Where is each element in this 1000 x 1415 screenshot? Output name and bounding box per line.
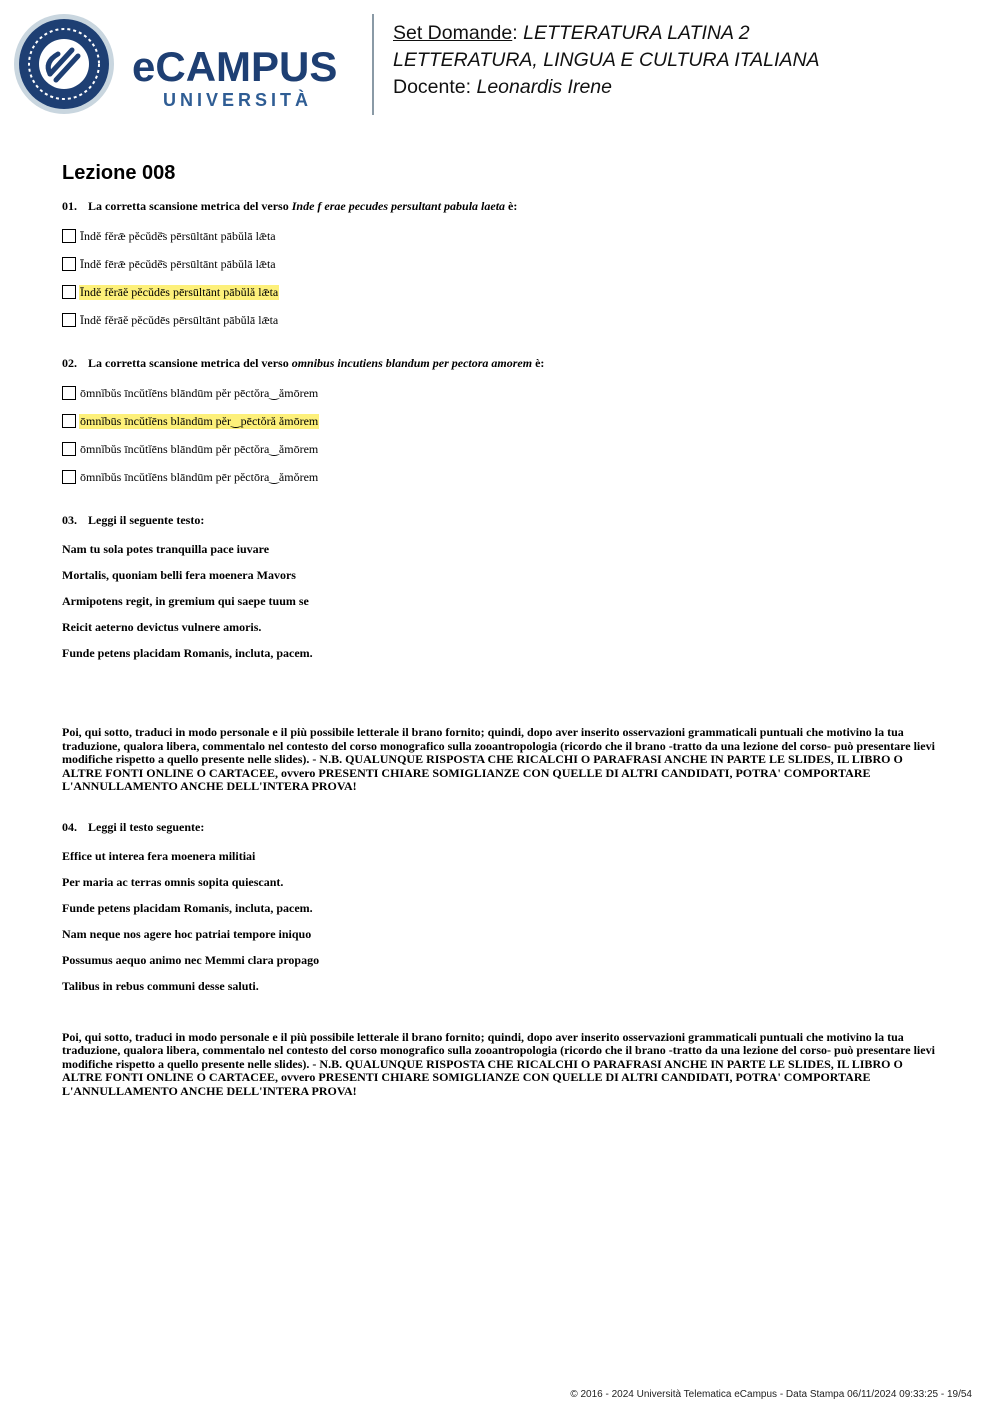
answer-option-highlighted: ōmnĭbūs īncŭtĭēns blāndūm pĕr‿pēctŏră ămōrem: [62, 413, 942, 429]
svg-text:UNIVERSITÀ: UNIVERSITÀ: [163, 90, 313, 110]
question-title: 03. Leggi il seguente testo:: [62, 513, 205, 527]
answer-checkbox[interactable]: [62, 313, 76, 327]
answer-option-highlighted: Īndĕ fĕrāĕ pĕcŭdēs pērsūltānt pābŭlă lǣta: [62, 284, 942, 300]
verse-line: Armipotens regit, in gremium qui saepe tuum se: [62, 594, 309, 608]
verse-line: Per maria ac terras omnis sopita quiescant.: [62, 874, 284, 889]
verse-line: Possumus aequo animo nec Memmi clara propago: [62, 952, 320, 967]
header-divider: [372, 14, 374, 115]
answer-option: ōmnĭbŭs īncŭtĭēns blāndūm pēr pĕctōra‿ămŏrem: [62, 469, 942, 485]
question-02: [62, 356, 942, 485]
answer-option: Īndĕ fĕrǣ pĕcŭdĕ̄s pērsūltānt pābŭlā lǣta: [62, 228, 942, 244]
course-title-2: LETTERATURA, LINGUA E CULTURA ITALIANA: [393, 49, 820, 71]
answer-checkbox[interactable]: [62, 442, 76, 456]
question-04: [62, 820, 942, 1099]
verse-line: Nam tu sola potes tranquilla pace iuvare: [62, 542, 270, 556]
set-line: Set Domande: LETTERATURA LATINA 2: [393, 22, 750, 44]
page-content: [62, 162, 942, 1098]
answer-checkbox[interactable]: [62, 229, 76, 243]
set-label: Set Domande: [393, 22, 513, 44]
teacher-name: Leonardis Irene: [476, 76, 612, 98]
verse-line: Effice ut interea fera moenera militiai: [62, 848, 256, 863]
instruction-text: Poi, qui sotto, traduci in modo personale e il più possibile letterale il brano fornito; quindi, dopo aver inserito osservazioni grammaticali puntuali che motivino la tua traduzione, qualora libera, commentalo nel contesto del corso monografico sulla zooantropologia (ricordo che il brano -tratto da una lezione del corso- può presentare lievi modifiche rispetto a quello presente nelle slides). - N.B. QUALUNQUE RISPOSTA CHE RICALCHI O PARAFRASI ANCHE IN PARTE LE SLIDES, IL LIBRO O ALTRE FONTI ONLINE O CARTACEE, ovvero PRESENTI CHIARE SOMIGLIANZE CON QUELLE DI ALTRI CANDIDATI, POTRA' COMPORTARE L'ANNULLAMENTO ANCHE DELL'INTERA PROVA!: [62, 1029, 935, 1098]
question-title: 01. La corretta scansione metrica del verso Inde f erae pecudes persultant pabula laeta è:: [62, 199, 518, 213]
course-title-1: LETTERATURA LATINA 2: [523, 22, 750, 44]
teacher-line: Docente: Leonardis Irene: [393, 76, 612, 98]
page-footer: © 2016 - 2024 Università Telematica eCampus - Data Stampa 06/11/2024 09:33:25 - 19/54: [570, 1389, 972, 1400]
verse-line: Reicit aeterno devictus vulnere amoris.: [62, 620, 262, 634]
answer-checkbox[interactable]: [62, 414, 76, 428]
verse-line: Funde petens placidam Romanis, incluta, pacem.: [62, 900, 313, 915]
question-01: [62, 199, 942, 328]
verse-line: Funde petens placidam Romanis, incluta, pacem.: [62, 646, 313, 660]
verse-line: Nam neque nos agere hoc patriai tempore iniquo: [62, 926, 312, 941]
answer-checkbox[interactable]: [62, 470, 76, 484]
question-03: [62, 513, 942, 794]
question-title: 04. Leggi il testo seguente:: [62, 819, 205, 834]
answer-option: ōmnĭbŭs īncŭtĭēns blāndūm pĕr pēctŏra‿ămōrem: [62, 441, 942, 457]
answer-option: ōmnĭbŭs īncŭtĭēns blāndūm pĕr pēctŏra‿ămōrem: [62, 385, 942, 401]
answer-checkbox[interactable]: [62, 386, 76, 400]
verse-line: Talibus in rebus communi desse saluti.: [62, 978, 259, 993]
answer-option: Īndĕ fĕrāĕ pĕcŭdēs pērsūltānt pābŭlā lǣta: [62, 312, 942, 328]
question-title: 02. La corretta scansione metrica del verso omnibus incutiens blandum per pectora amorem è:: [62, 356, 545, 370]
page-header: [0, 0, 1000, 130]
lesson-title: Lezione 008: [62, 162, 176, 184]
answer-checkbox[interactable]: [62, 285, 76, 299]
course-line-2: [393, 47, 820, 74]
ecampus-logo: [14, 14, 359, 116]
header-info: [393, 20, 820, 101]
answer-option: Īndĕ fērǣ pēcŭdĕ̄s pērsūltānt pābŭlā lǣta: [62, 256, 942, 272]
verse-line: Mortalis, quoniam belli fera moenera Mavors: [62, 568, 296, 582]
svg-text:eCAMPUS: eCAMPUS: [132, 43, 338, 90]
instruction-text: Poi, qui sotto, traduci in modo personale e il più possibile letterale il brano fornito; quindi, dopo aver inserito osservazioni grammaticali puntuali che motivino la tua traduzione, qualora libera, commentalo nel contesto del corso monografico sulla zooantropologia (ricordo che il brano -tratto da una lezione del corso- può presentare lievi modifiche rispetto a quello presente nelle slides). - N.B. QUALUNQUE RISPOSTA CHE RICALCHI O PARAFRASI ANCHE IN PARTE LE SLIDES, IL LIBRO O ALTRE FONTI ONLINE O CARTACEE, ovvero PRESENTI CHIARE SOMIGLIANZE CON QUELLE DI ALTRI CANDIDATI, POTRA' COMPORTARE L'ANNULLAMENTO ANCHE DELL'INTERA PROVA!: [62, 725, 935, 793]
answer-checkbox[interactable]: [62, 257, 76, 271]
